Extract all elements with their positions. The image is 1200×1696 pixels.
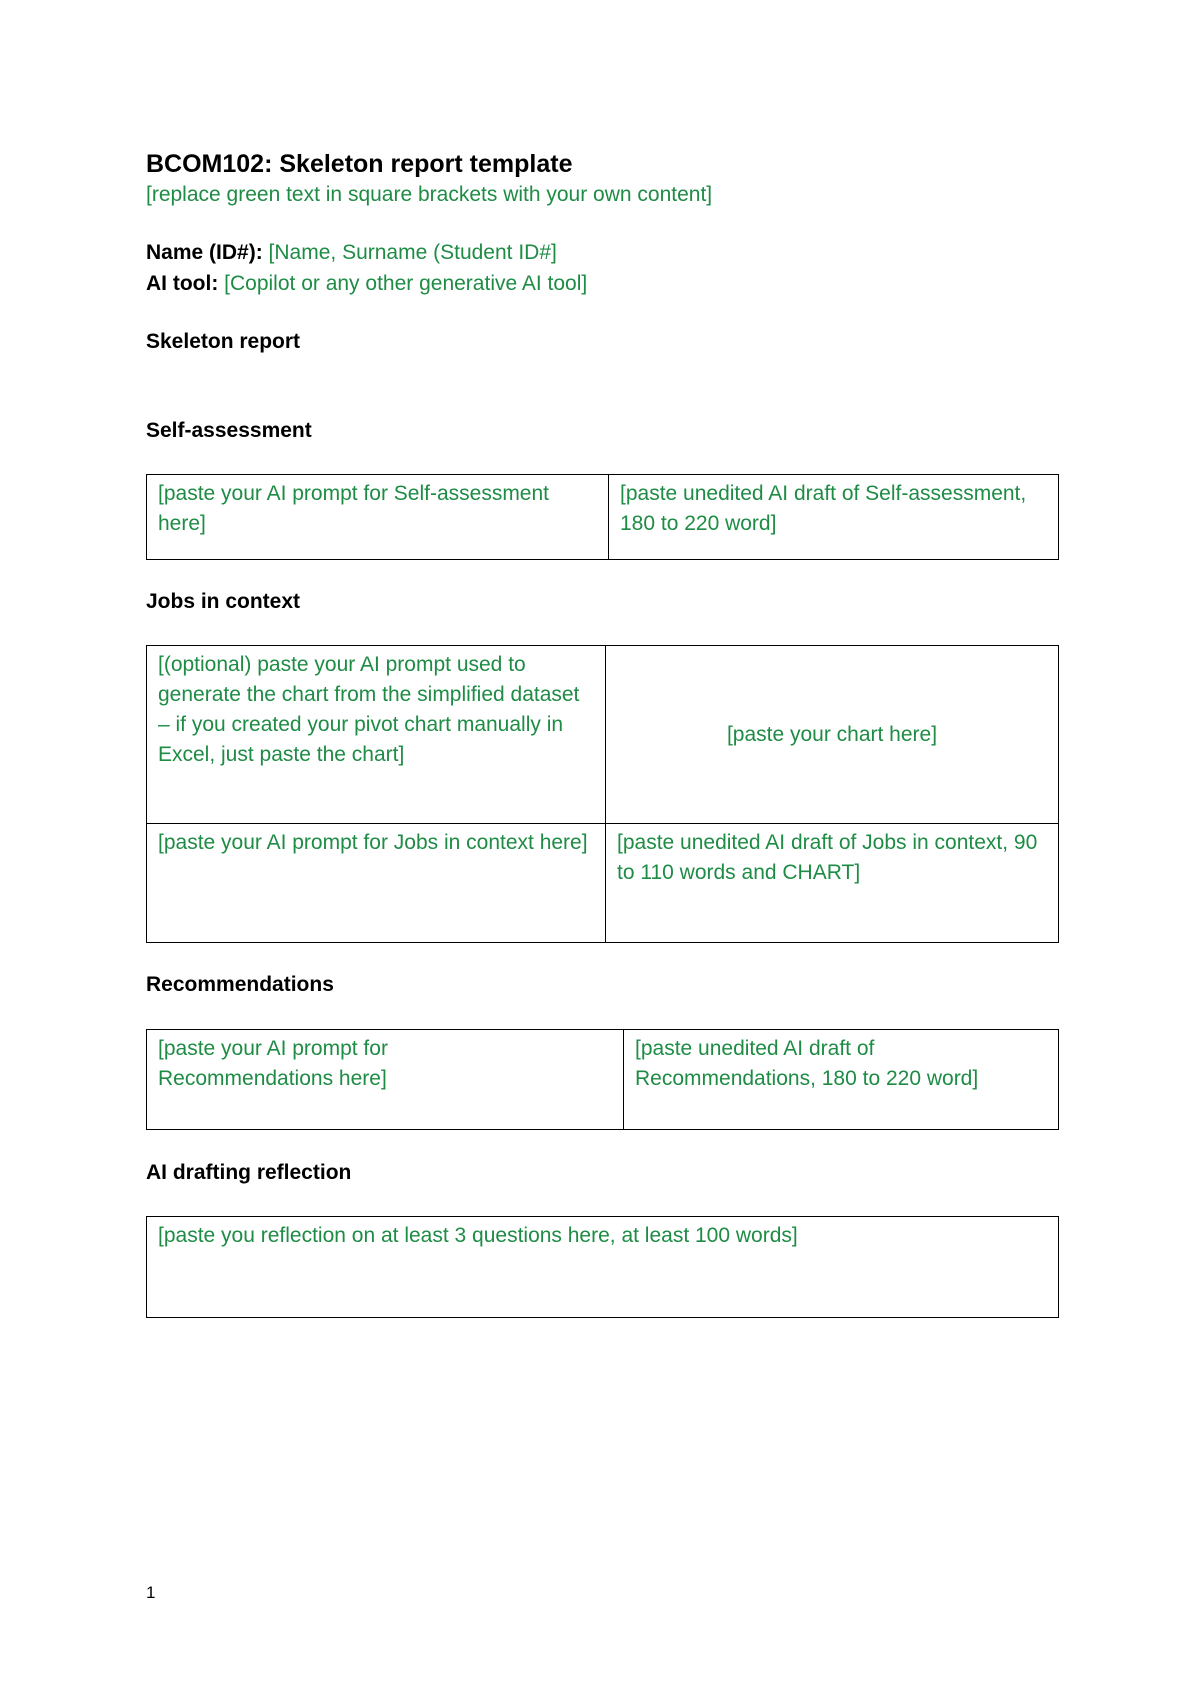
name-line xyxy=(146,241,557,265)
jobs-chart-cell[interactable]: [paste your chart here] xyxy=(726,722,938,746)
page-number: 1 xyxy=(146,1583,156,1602)
jobs-draft-cell[interactable]: [paste unedited AI draft of Jobs in context, 90 to 110 words and CHART] xyxy=(617,831,1038,884)
recommendations-heading: Recommendations xyxy=(146,973,334,996)
name-label: Name (ID#): xyxy=(146,241,263,264)
ai-tool-line xyxy=(146,272,587,296)
reflection-heading: AI drafting reflection xyxy=(146,1161,352,1184)
name-value[interactable]: [Name, Surname (Student ID#] xyxy=(268,241,557,264)
self-assessment-table xyxy=(146,474,1059,560)
jobs-prompt-cell[interactable]: [paste your AI prompt for Jobs in context here] xyxy=(158,831,588,854)
ai-tool-value[interactable]: [Copilot or any other generative AI tool] xyxy=(224,272,588,295)
ai-tool-label: AI tool: xyxy=(146,272,219,295)
recommendations-draft-cell[interactable]: [paste unedited AI draft of Recommendations, 180 to 220 word] xyxy=(635,1037,979,1090)
document-title: BCOM102: Skeleton report template xyxy=(146,150,573,178)
jobs-in-context-heading: Jobs in context xyxy=(146,590,301,613)
reflection-cell[interactable]: [paste you reflection on at least 3 questions here, at least 100 words] xyxy=(158,1224,798,1247)
instruction-text: [replace green text in square brackets with your own content] xyxy=(146,183,713,206)
jobs-in-context-table xyxy=(146,645,1059,943)
reflection-table xyxy=(146,1216,1059,1318)
self-assessment-draft-cell[interactable]: [paste unedited AI draft of Self-assessment, 180 to 220 word] xyxy=(620,482,1027,535)
recommendations-prompt-cell[interactable]: [paste your AI prompt for Recommendations here] xyxy=(158,1037,388,1090)
section-title: Skeleton report xyxy=(146,330,301,353)
self-assessment-prompt-cell[interactable]: [paste your AI prompt for Self-assessment here] xyxy=(158,482,550,535)
jobs-chart-prompt-cell[interactable]: [(optional) paste your AI prompt used to generate the chart from the simplified dataset – if you created your pivot chart manually in Excel, just paste the chart] xyxy=(158,653,580,766)
self-assessment-heading: Self-assessment xyxy=(146,419,312,442)
recommendations-table xyxy=(146,1029,1059,1130)
